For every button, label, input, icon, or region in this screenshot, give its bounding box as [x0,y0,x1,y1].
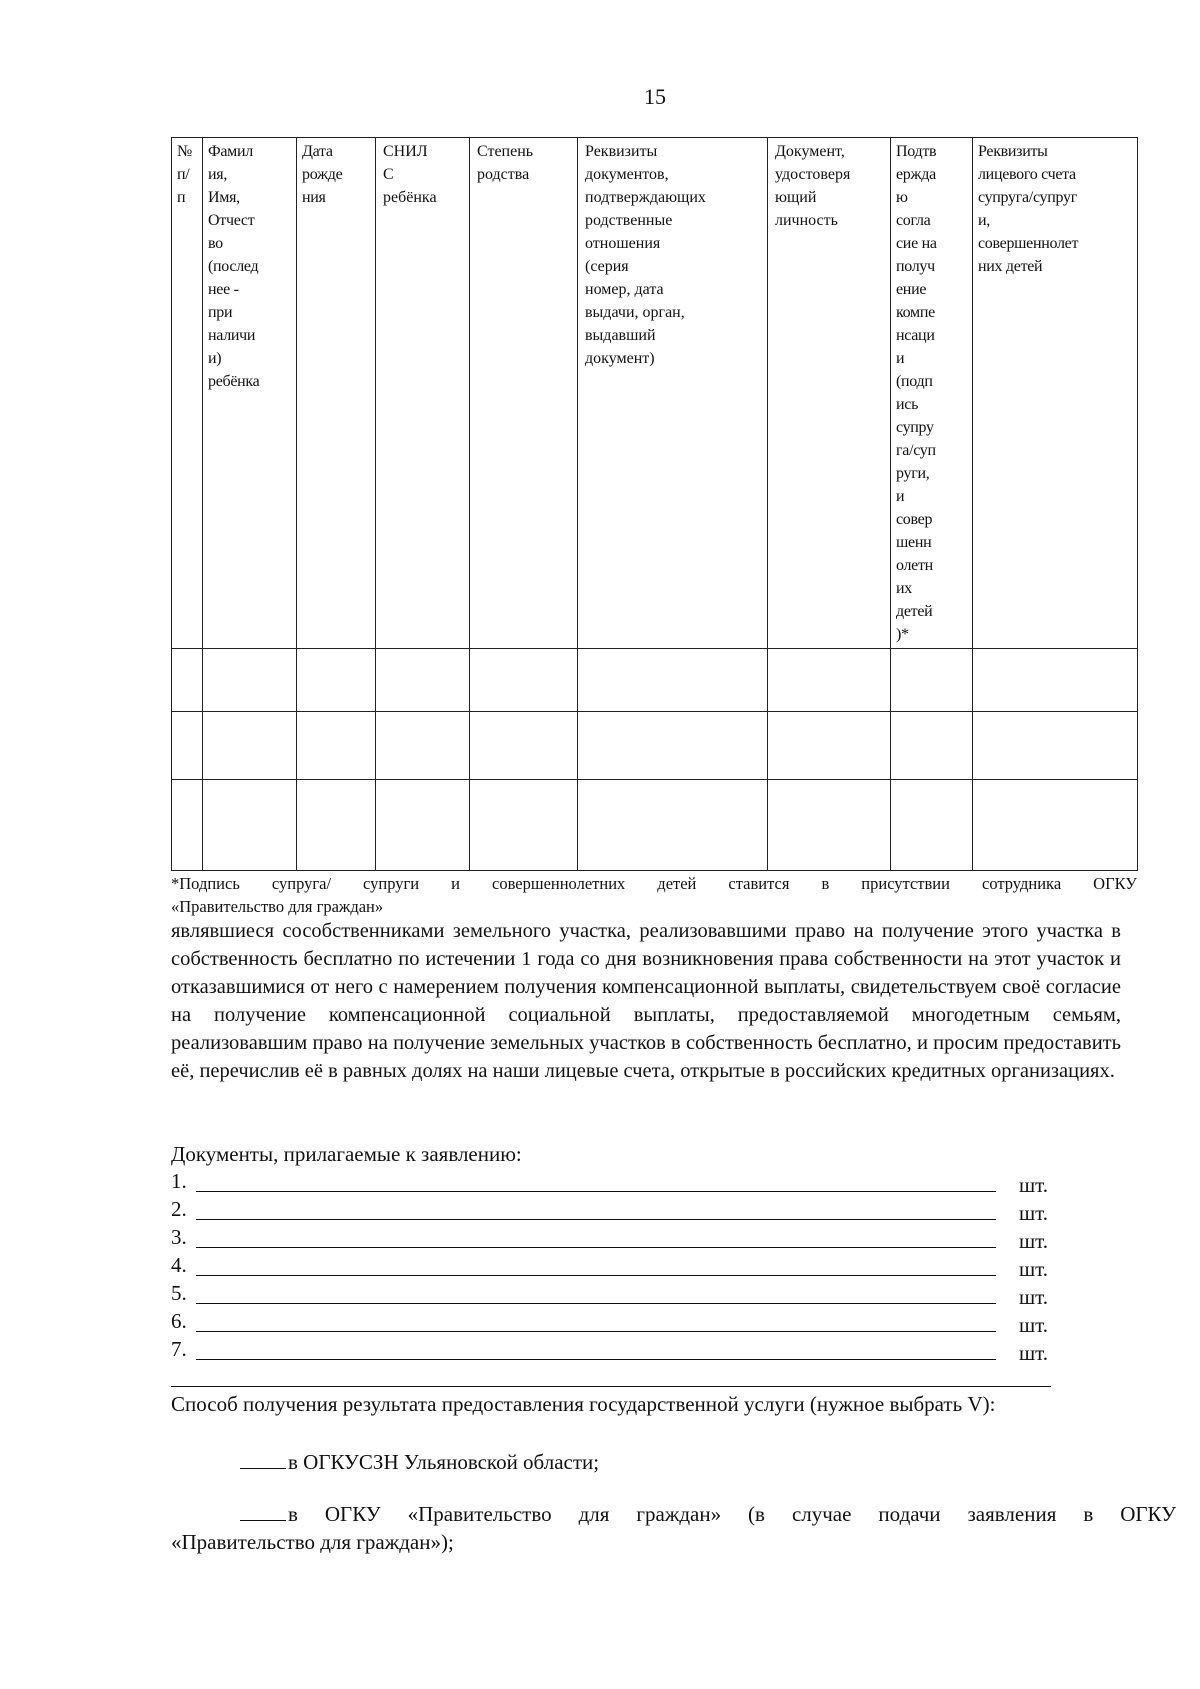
document-number: 1. [171,1169,187,1193]
table-cell[interactable] [768,712,891,780]
table-cell[interactable] [203,712,297,780]
receipt-option-continuation: «Правительство для граждан»); [171,1530,454,1554]
document-blank-field[interactable] [196,1219,996,1220]
table-cell[interactable] [973,712,1138,780]
receipt-method-title: Способ получения результата предоставления государственной услуги (нужное выбрать V): [171,1392,996,1416]
table-cell[interactable] [172,712,203,780]
table-cell[interactable] [172,780,203,871]
table-cell[interactable] [376,780,470,871]
document-blank-field[interactable] [196,1331,996,1332]
section-divider [171,1386,1051,1387]
document-unit: шт. [1019,1313,1049,1337]
table-row [172,780,1138,871]
page-number: 15 [644,84,666,109]
document-line [171,1335,1051,1363]
document-unit: шт. [1019,1257,1049,1281]
table-header-row [172,138,1138,649]
table-cell[interactable] [578,649,768,712]
header-consent-signature: Подтв ержда ю согла сие на получ ение компе нсаци и (подп ись супру га/суп руги, и совер шенн олетн их детей )* [891,138,973,649]
table-cell[interactable] [470,649,578,712]
header-identity-document: Документ, удостоверя ющий личность [768,138,891,649]
header-snils: СНИЛ С ребёнка [376,138,470,649]
documents-title: Документы, прилагаемые к заявлению: [171,1142,522,1166]
header-full-name: Фамил ия, Имя, Отчест во (послед нее - при наличи и) ребёнка [203,138,297,649]
table-cell[interactable] [891,649,973,712]
table-cell[interactable] [203,780,297,871]
document-number: 7. [171,1337,187,1361]
document-blank-field[interactable] [196,1303,996,1304]
header-kinship-documents: Реквизиты документов, подтверждающих родственные отношения (серия номер, дата выдачи, орган, выдавший документ) [578,138,768,649]
footnote-line-2: «Правительство для граждан» [171,897,384,916]
table-cell[interactable] [470,712,578,780]
option-checkbox-field[interactable] [240,1500,286,1521]
document-number: 4. [171,1253,187,1277]
table-cell[interactable] [891,712,973,780]
table-cell[interactable] [768,649,891,712]
footnote-line-1: *Подпись супруга/ супруги и совершеннолетних детей ставится в присутствии сотрудника ОГКУ [171,874,1137,893]
document-blank-field[interactable] [196,1191,996,1192]
table-cell[interactable] [578,712,768,780]
document-number: 5. [171,1281,187,1305]
table-cell[interactable] [973,780,1138,871]
table-cell[interactable] [297,649,376,712]
table-cell[interactable] [297,712,376,780]
option-checkbox-field[interactable] [240,1448,286,1469]
receipt-option-label: в ОГКУСЗН Ульяновской области; [288,1450,600,1474]
document-line [171,1307,1051,1335]
document-line [171,1167,1051,1195]
table-cell[interactable] [973,649,1138,712]
document-number: 2. [171,1197,187,1221]
header-number: № п/ п [172,138,203,649]
document-blank-field[interactable] [196,1359,996,1360]
header-kinship: Степень родства [470,138,578,649]
table-cell[interactable] [768,780,891,871]
header-account-details: Реквизиты лицевого счета супруга/супруг и, совершеннолет них детей [973,138,1138,649]
document-unit: шт. [1019,1229,1049,1253]
document-blank-field[interactable] [196,1247,996,1248]
table-cell[interactable] [203,649,297,712]
receipt-option-government [240,1500,1176,1528]
document-unit: шт. [1019,1173,1049,1197]
table-cell[interactable] [578,780,768,871]
children-table [171,137,1138,871]
consent-paragraph: являвшиеся сособственниками земельного участка, реализовавшими право на получение этого участка в собственность бесплатно по истечении 1 года со дня возникновения права собственности на этот участок и отказавшимися от него с намерением получения компенсационной выплаты, свидетельствуем своё согласие на получение компенсационной социальной выплаты, предоставляемой многодетным семьям, реализовавшим право на получение земельных участков в собственность бесплатно, и просим предоставить её, перечислив её в равных долях на наши лицевые счета, открытые в российских кредитных организациях. [171,920,1121,1082]
table-cell[interactable] [470,780,578,871]
document-line [171,1195,1051,1223]
table-cell[interactable] [297,780,376,871]
table-row [172,649,1138,712]
table-cell[interactable] [376,649,470,712]
document-line [171,1279,1051,1307]
document-unit: шт. [1019,1341,1049,1365]
document-blank-field[interactable] [196,1275,996,1276]
document-unit: шт. [1019,1201,1049,1225]
document-line [171,1251,1051,1279]
document-unit: шт. [1019,1285,1049,1309]
table-cell[interactable] [172,649,203,712]
receipt-option-ogkuszn [240,1448,599,1476]
table-cell[interactable] [376,712,470,780]
receipt-option-label: в ОГКУ «Правительство для граждан» (в случае подачи заявления в ОГКУ [288,1502,1176,1526]
header-birth-date: Дата рожде ния [297,138,376,649]
document-number: 3. [171,1225,187,1249]
document-line [171,1223,1051,1251]
table-row [172,712,1138,780]
document-number: 6. [171,1309,187,1333]
table-cell[interactable] [891,780,973,871]
